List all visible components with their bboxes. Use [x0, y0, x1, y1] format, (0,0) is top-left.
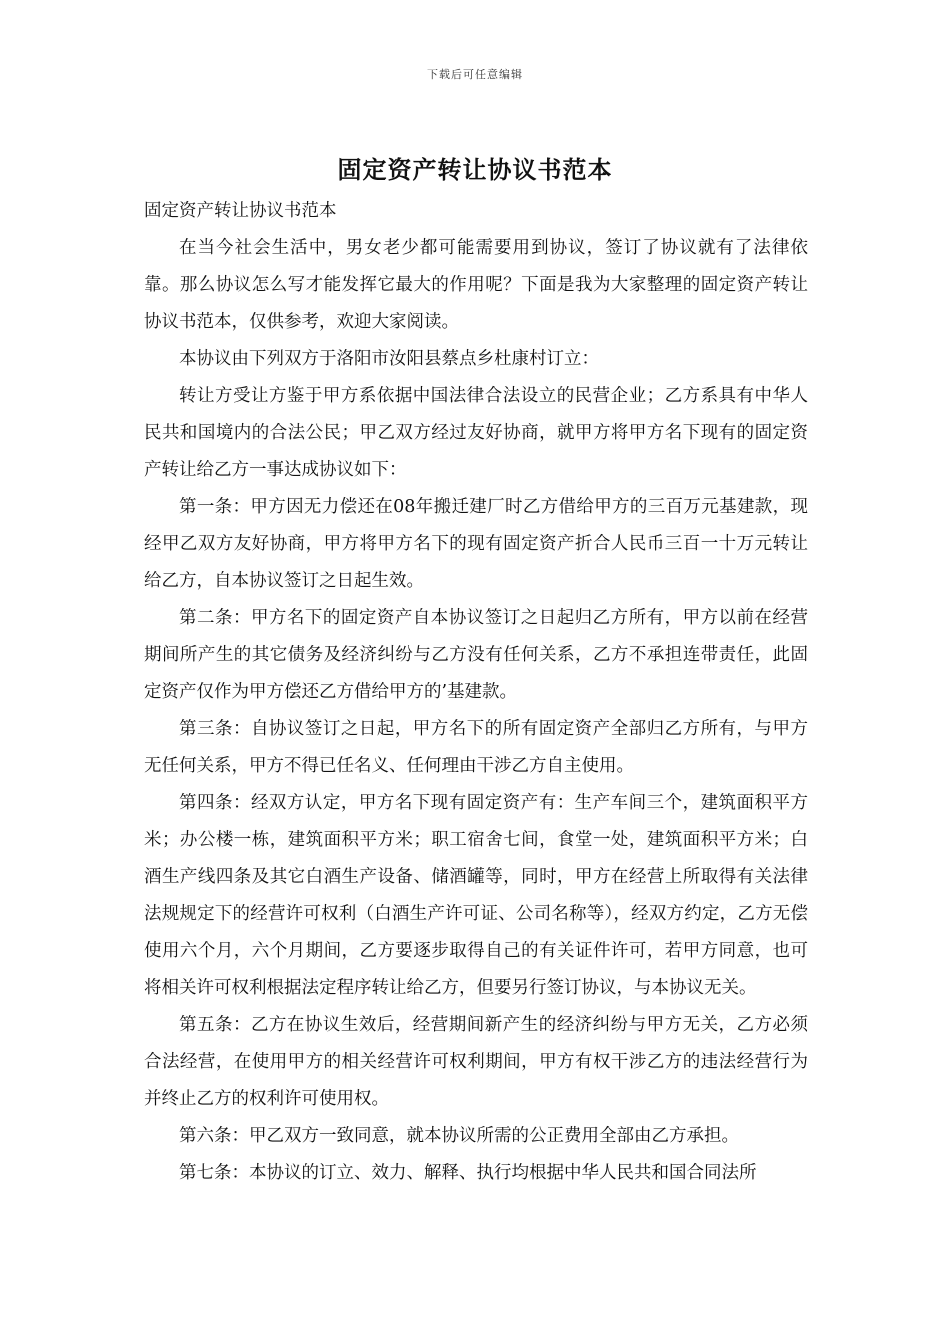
paragraph-subtitle: 固定资产转让协议书范本 — [144, 201, 337, 221]
paragraph-parties: 本协议由下列双方于洛阳市汝阳县蔡点乡杜康村订立： — [179, 349, 599, 369]
paragraph-article-4: 第四条：经双方认定，甲方名下现有固定资产有：生产车间三个，建筑面积平方米；办公楼一栋，建筑面积平方米；职工宿舍七间，食堂一处，建筑面积平方米；白酒生产线四条及其它白酒生产设备、储酒罐等，同时，甲方在经营上所取得有关法律法规规定下的经营许可权利（白酒生产许可证、公司名称等），经双方约定，乙方无偿使用六个月，六个月期间，乙方要逐步取得自己的有关证件许可，若甲方同意，也可将相关许可权利根据法定程序转让给乙方，但要另行签订协议，与本协议无关。 — [144, 793, 808, 998]
header-note: 下载后可任意编辑 — [427, 68, 523, 81]
paragraph-article-7: 第七条：本协议的订立、效力、解释、执行均根据中华人民共和国合同法所 — [179, 1163, 757, 1183]
document-body — [144, 193, 808, 1192]
document-title: 固定资产转让协议书范本 — [337, 155, 613, 184]
paragraph-article-3: 第三条：自协议签订之日起，甲方名下的所有固定资产全部归乙方所有，与甲方无任何关系，甲方不得已任名义、任何理由干涉乙方自主使用。 — [144, 719, 808, 776]
paragraph-article-2: 第二条：甲方名下的固定资产自本协议签订之日起归乙方所有，甲方以前在经营期间所产生的其它债务及经济纠纷与乙方没有任何关系，乙方不承担连带责任，此固定资产仅作为甲方偿还乙方借给甲方的’基建款。 — [144, 608, 808, 702]
paragraph-recitals: 转让方受让方鉴于甲方系依据中国法律合法设立的民营企业；乙方系具有中华人民共和国境内的合法公民；甲乙双方经过友好协商，就甲方将甲方名下现有的固定资产转让给乙方一事达成协议如下： — [144, 386, 808, 480]
paragraph-article-1: 第一条：甲方因无力偿还在08年搬迁建厂时乙方借给甲方的三百万元基建款，现经甲乙双方友好协商，甲方将甲方名下的现有固定资产折合人民币三百一十万元转让给乙方，自本协议签订之日起生效。 — [144, 497, 808, 591]
paragraph-article-6: 第六条：甲乙双方一致同意，就本协议所需的公正费用全部由乙方承担。 — [179, 1126, 739, 1146]
paragraph-intro: 在当今社会生活中，男女老少都可能需要用到协议，签订了协议就有了法律依靠。那么协议怎么写才能发挥它最大的作用呢？下面是我为大家整理的固定资产转让协议书范本，仅供参考，欢迎大家阅读。 — [144, 238, 808, 332]
paragraph-article-5: 第五条：乙方在协议生效后，经营期间新产生的经济纠纷与甲方无关，乙方必须合法经营，在使用甲方的相关经营许可权利期间，甲方有权干涉乙方的违法经营行为并终止乙方的权利许可使用权。 — [144, 1015, 808, 1109]
